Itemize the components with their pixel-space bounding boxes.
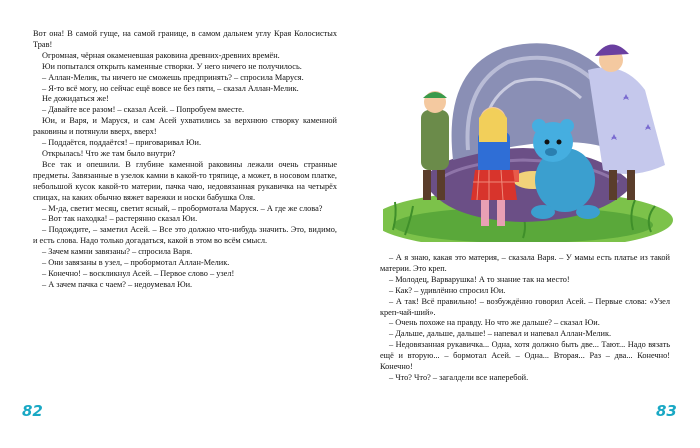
paragraph: Все так и опешили. В глубине каменной раковины лежали очень странные предметы. Завязанные в узелок камни в какой-то тряпице, а может, в носовом платке, небольшой кусок какой-то материи, пачка чаю, недовязанная рукавичка на четырёх спицах, на каких обычно вяжет варежки и носки бабушка Оля.	[33, 159, 337, 202]
paragraph: Вот она! В самой гуще, на самой границе, в самом дальнем углу Края Колосистых Трав!	[33, 29, 337, 49]
paragraph: – Я-то всё могу, но сейчас ещё вовсе не без пяти, – сказал Аллан-Мелик.	[42, 83, 299, 93]
paragraph: – Очень похоже на правду. Но что же дальше? – сказал Юи.	[389, 318, 600, 328]
children-opening-stone-shell-illustration	[383, 30, 673, 242]
right-page-text	[380, 253, 670, 384]
paragraph: – Давайте все разом! – сказал Асей. – Попробуем вместе.	[42, 105, 245, 115]
paragraph: – Подождите, – заметил Асей. – Все это должно что-нибудь значить. Это, видимо, и есть слова. Надо только догадаться, какой в этом во всём смысл.	[33, 225, 337, 246]
left-page-text	[33, 29, 337, 291]
paragraph: – А так! Всё правильно! – возбуждённо говорил Асей. – Первые слова: «Узел креп-чай-ший».	[380, 296, 670, 317]
paragraph: – Зачем камни завязаны? – спросила Варя.	[42, 247, 193, 257]
paragraph: Огромная, чёрная окаменевшая раковина древних-древних времён.	[42, 50, 280, 60]
paragraph: – Что? Что? – загалдели все наперебой.	[389, 372, 529, 382]
paragraph: – Как? – удивлённо спросил Юи.	[389, 285, 506, 295]
paragraph: – А зачем пачка с чаем? – недоумевал Юи.	[42, 279, 193, 289]
paragraph: – Молодец, Варварушка! А то знание так на место!	[389, 274, 570, 284]
paragraph: – Они завязаны в узел, – пробормотал Аллан-Мелик.	[42, 258, 230, 268]
paragraph: – Дальше, дальше, дальше! – напевал и напевал Аллан-Мелик.	[389, 329, 612, 339]
paragraph: – Конечно! – воскликнул Асей. – Первое слово – узел!	[42, 268, 235, 278]
page-number-left: 82	[22, 402, 43, 420]
paragraph: Открылась! Что же там было внутри?	[42, 148, 176, 158]
paragraph: – Недовязанная рукавичка... Одна, хотя должно быть две... Тают... Надо вязать ещё и вторую... – бормотал Асей. – Одна... Вторая... Раз – два... Конечно! Конечно!	[380, 340, 670, 372]
paragraph: Юи, и Варя, и Маруся, и сам Асей ухватились за верхнюю створку каменной раковины и потянули вверх, вверх!	[33, 116, 337, 137]
paragraph: – М-да, светит месяц, светит ясный, – пробормотала Маруся. – А где же слова?	[42, 203, 323, 213]
paragraph: – Вот так находка! – растерянно сказал Юи.	[42, 214, 198, 224]
paragraph: Не дожидаться же!	[42, 94, 109, 104]
paragraph: Юи попытался открыть каменные створки. У него ничего не получилось.	[42, 61, 302, 71]
paragraph: – Поддаётся, поддаётся! – приговаривал Юи.	[42, 138, 202, 148]
page-number-right: 83	[656, 402, 677, 420]
paragraph: – Аллан-Мелик, ты ничего не сможешь предпринять? – спросила Маруся.	[42, 72, 304, 82]
paragraph: – А я знаю, какая это материя, – сказала Варя. – У мамы есть платье из такой материи. Это креп.	[380, 253, 670, 273]
